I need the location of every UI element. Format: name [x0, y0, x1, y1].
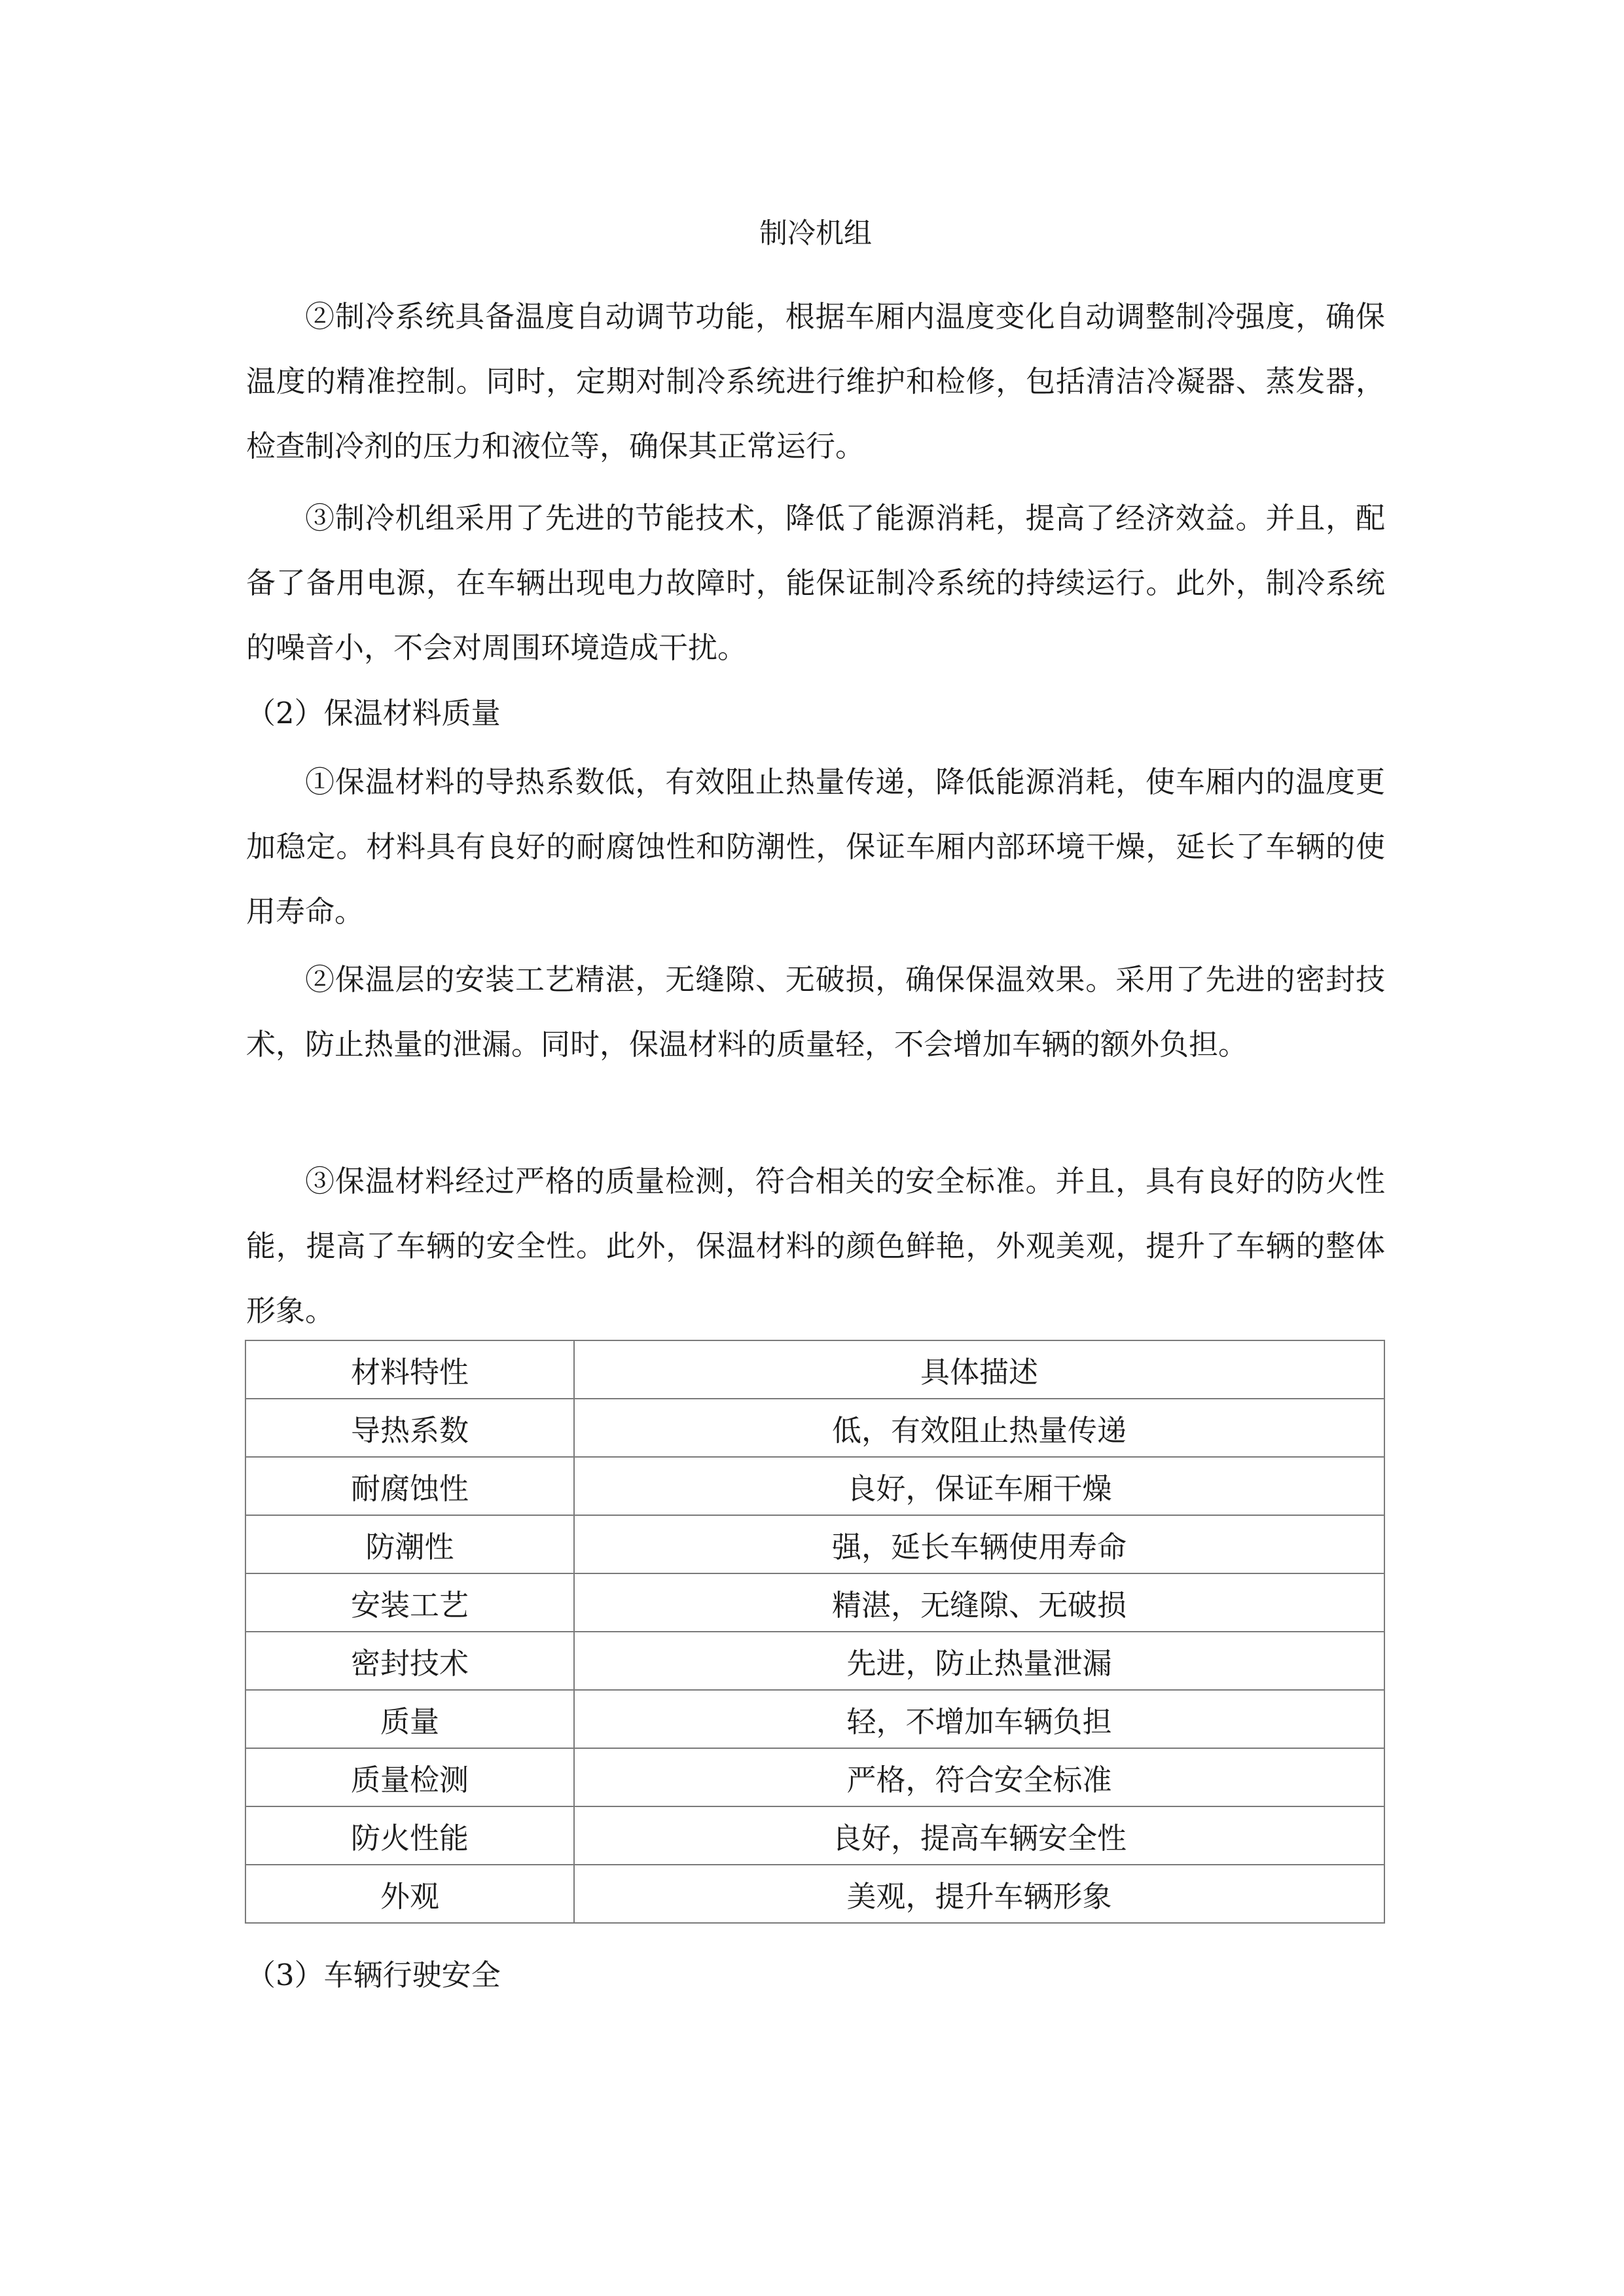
table-row	[245, 1399, 1384, 1457]
table-cell-property: 质量	[245, 1690, 574, 1748]
table-row	[245, 1515, 1384, 1573]
table-cell-description: 先进，防止热量泄漏	[574, 1632, 1384, 1690]
paragraph-insulation-3: ③保温材料经过严格的质量检测，符合相关的安全标准。并且，具有良好的防火性能，提高了车辆的安全性。此外，保温材料的颜色鲜艳，外观美观，提升了车辆的整体形象。	[246, 1164, 1385, 1328]
table-cell-description: 精湛，无缝隙、无破损	[574, 1573, 1384, 1632]
table-cell-property: 外观	[245, 1865, 574, 1923]
table-cell-description: 良好，保证车厢干燥	[574, 1457, 1384, 1515]
figure-caption: 制冷机组	[759, 217, 872, 250]
table-row	[245, 1457, 1384, 1515]
table-cell-property: 密封技术	[245, 1632, 574, 1690]
paragraph-refrigeration-2: ②制冷系统具备温度自动调节功能，根据车厢内温度变化自动调整制冷强度，确保温度的精准控制。同时，定期对制冷系统进行维护和检修，包括清洁冷凝器、蒸发器，检查制冷剂的压力和液位等，确保其正常运行。	[246, 299, 1385, 463]
table-cell-property: 导热系数	[245, 1399, 574, 1457]
table-header-property: 材料特性	[245, 1340, 574, 1399]
table-row	[245, 1806, 1384, 1865]
paragraph-refrigeration-3: ③制冷机组采用了先进的节能技术，降低了能源消耗，提高了经济效益。并且，配备了备用电源，在车辆出现电力故障时，能保证制冷系统的持续运行。此外，制冷系统的噪音小，不会对周围环境造成干扰。	[246, 501, 1385, 665]
paragraph-insulation-1: ①保温材料的导热系数低，有效阻止热量传递，降低能源消耗，使车厢内的温度更加稳定。材料具有良好的耐腐蚀性和防潮性，保证车厢内部环境干燥，延长了车辆的使用寿命。	[246, 764, 1385, 929]
table-row	[245, 1632, 1384, 1690]
table-header-description: 具体描述	[574, 1340, 1384, 1399]
table-cell-property: 防火性能	[245, 1806, 574, 1865]
table-row	[245, 1690, 1384, 1748]
material-properties-table	[245, 1340, 1385, 1924]
table-header-row	[245, 1340, 1384, 1399]
section-heading-insulation: （2）保温材料质量	[246, 696, 501, 730]
table-cell-description: 低，有效阻止热量传递	[574, 1399, 1384, 1457]
section-heading-driving-safety: （3）车辆行驶安全	[246, 1958, 501, 1992]
table-row	[245, 1573, 1384, 1632]
table-cell-property: 防潮性	[245, 1515, 574, 1573]
paragraph-insulation-2: ②保温层的安装工艺精湛，无缝隙、无破损，确保保温效果。采用了先进的密封技术，防止热量的泄漏。同时，保温材料的质量轻，不会增加车辆的额外负担。	[246, 962, 1385, 1062]
table-cell-description: 强，延长车辆使用寿命	[574, 1515, 1384, 1573]
table-row	[245, 1748, 1384, 1806]
table-cell-description: 严格，符合安全标准	[574, 1748, 1384, 1806]
table-row	[245, 1865, 1384, 1923]
table-cell-description: 轻，不增加车辆负担	[574, 1690, 1384, 1748]
table-cell-description: 美观，提升车辆形象	[574, 1865, 1384, 1923]
table-cell-property: 质量检测	[245, 1748, 574, 1806]
table-cell-property: 安装工艺	[245, 1573, 574, 1632]
table-cell-property: 耐腐蚀性	[245, 1457, 574, 1515]
table-cell-description: 良好，提高车辆安全性	[574, 1806, 1384, 1865]
